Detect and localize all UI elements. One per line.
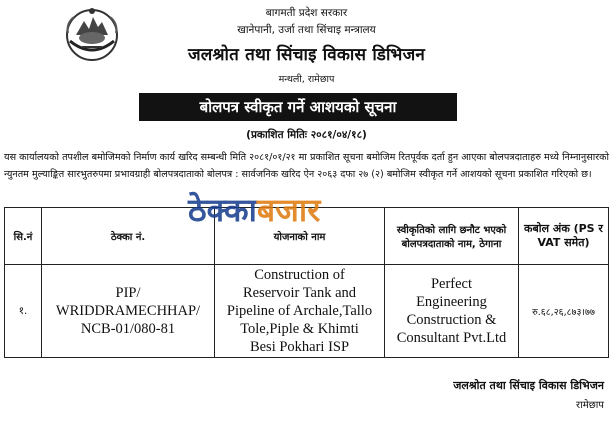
header-project: योजनाको नाम xyxy=(215,208,385,265)
published-date: (प्रकाशित मितिः २०८१/०४/१८) xyxy=(246,129,367,141)
watermark-part2: बजार xyxy=(256,191,321,229)
row-contract-no: PIP/ WRIDDRAMECHHAP/ NCB-01/080-81 xyxy=(42,265,215,358)
table-row xyxy=(5,265,609,358)
watermark-part1: ठेक्का xyxy=(188,191,257,229)
header-sn: सि.नं xyxy=(5,208,42,265)
footer-office: जलश्रोत तथा सिंचाइ विकास डिभिजन xyxy=(453,379,604,392)
notice-paragraph: यस कार्यालयको तपशील बमोजिमको निर्माण कार्य खरिद सम्बन्धी मिति २०८१/०१/२१ मा प्रकाशित सूचना बमोजिम रितपूर्वक दर्ता हुन आएका बोलपत्रदाताहरु मध्ये निम्नानुसारको न्युनतम मुल्याङ्कित सारभुतरुपमा प्रभावग्राही बोलपत्रदाताको बोलपत्र : सार्वजनिक खरिद ऐन २०६३ दफा २७ (२) बमोजिम स्वीकृत गर्ने आशयको सूचना प्रकाशित गरिएको छ। xyxy=(4,152,609,180)
row-sn: १. xyxy=(5,265,42,358)
row-bidder: Perfect Engineering Construction & Consultant Pvt.Ltd xyxy=(385,265,519,358)
government-name: बागमती प्रदेश सरकार xyxy=(265,7,348,19)
office-location: मन्थली, रामेछाप xyxy=(278,74,335,85)
row-amount: रु.६८,२६,८७३।७७ xyxy=(519,265,609,358)
header-contract-no: ठेक्का नं. xyxy=(42,208,215,265)
ministry-name: खानेपानी, उर्जा तथा सिंचाइ मन्त्रालय xyxy=(237,24,376,36)
notice-title: बोलपत्र स्वीकृत गर्ने आशयको सूचना xyxy=(139,93,457,121)
row-project: Construction of Reservoir Tank and Pipeline of Archale,Tallo Tole,Piple & Khimti Besi Pokhari ISP xyxy=(215,265,385,358)
watermark-logo xyxy=(188,188,438,240)
footer-place: रामेछाप xyxy=(576,400,604,411)
header-bidder: स्वीकृतिको लागि छनौट भएको बोलपत्रदाताको नाम, ठेगाना xyxy=(385,208,519,265)
office-name: जलश्रोत तथा सिंचाइ विकास डिभिजन xyxy=(187,45,426,65)
header-amount: कबोल अंक (PS र VAT समेत) xyxy=(519,208,609,265)
